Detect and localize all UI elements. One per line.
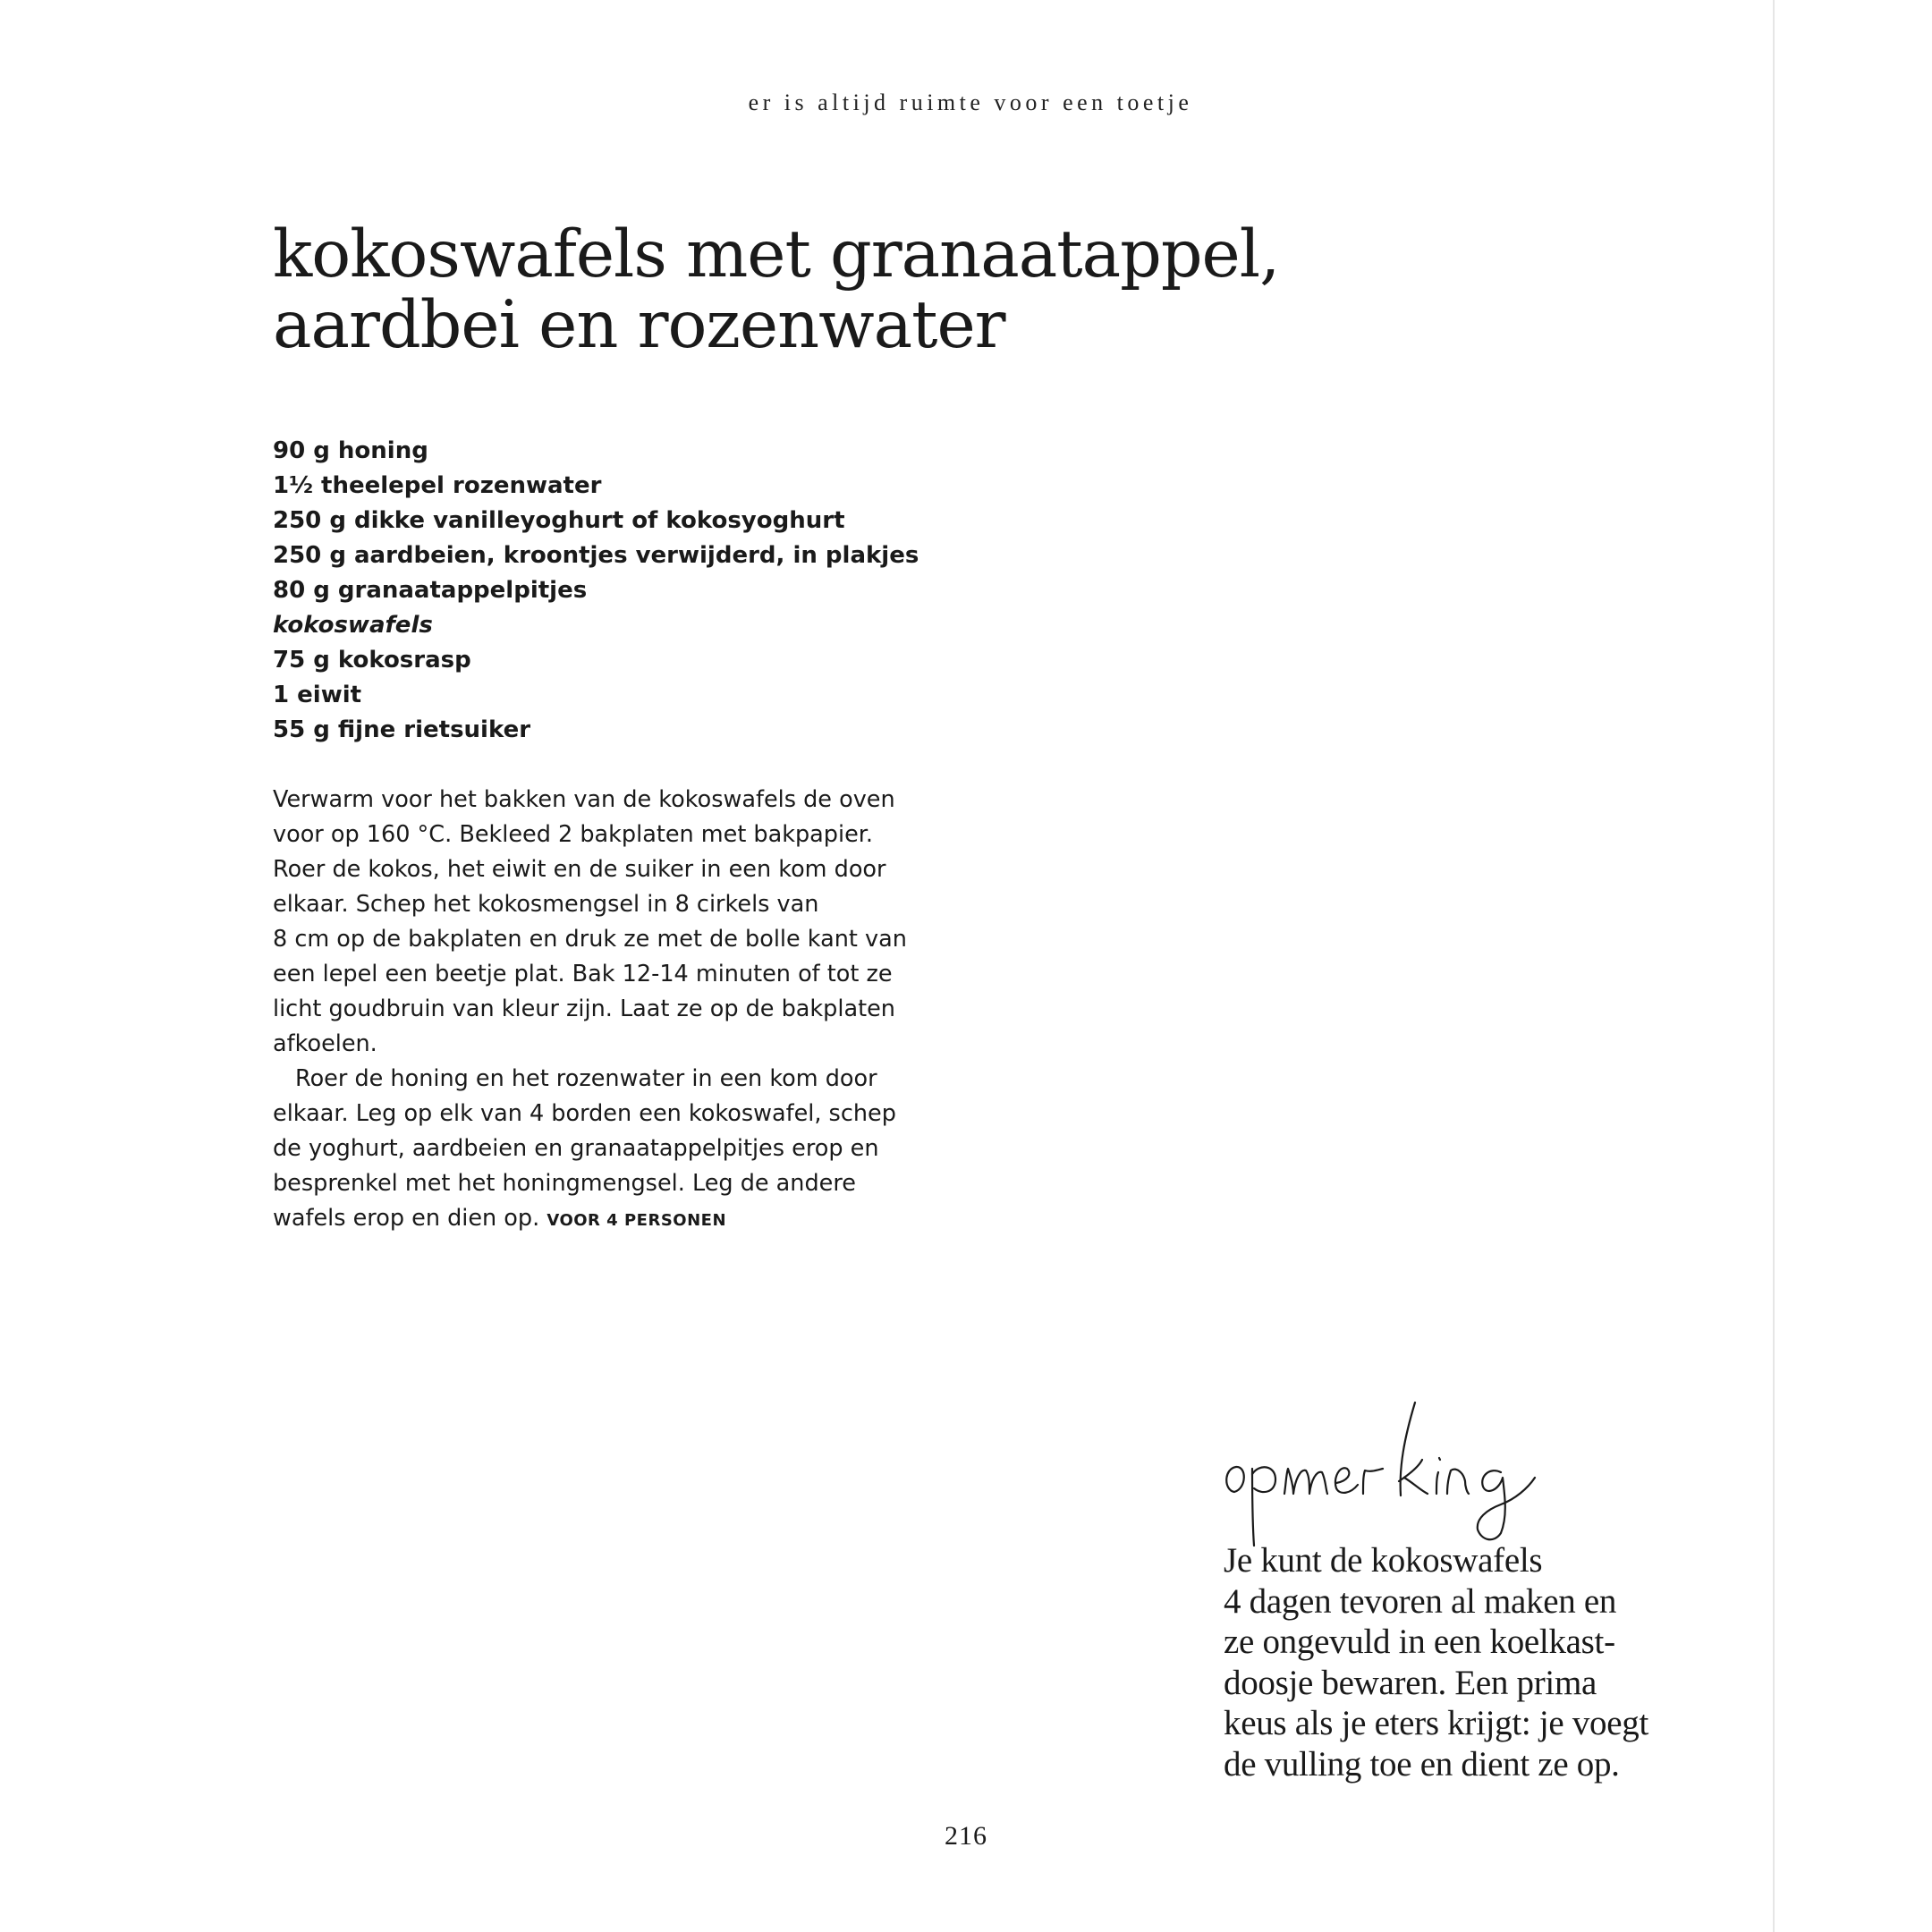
method-line: licht goudbruin van kleur zijn. Laat ze op de bakplaten	[273, 996, 895, 1022]
note-heading	[1216, 1395, 1574, 1547]
note-body	[1224, 1540, 1724, 1785]
ingredient-subheading: kokoswafels	[273, 612, 433, 639]
method-line: Verwarm voor het bakken van de kokoswafels de oven	[273, 786, 895, 813]
method-last-line: wafels erop en dien op.	[273, 1205, 540, 1232]
ingredient-item: 75 g kokosrasp	[273, 647, 471, 674]
page-edge	[1773, 0, 1775, 1932]
method-text	[273, 783, 953, 1238]
ingredient-item: 55 g fijne rietsuiker	[273, 716, 531, 743]
method-paragraph	[273, 1062, 953, 1238]
method-paragraph	[273, 783, 953, 1062]
method-line: afkoelen.	[273, 1030, 377, 1057]
method-line: een lepel een beetje plat. Bak 12-14 minuten of tot ze	[273, 961, 893, 987]
servings-label: VOOR 4 PERSONEN	[547, 1211, 727, 1230]
note-line: doosje bewaren. Een prima	[1224, 1663, 1597, 1702]
ingredient-list	[273, 434, 919, 748]
ingredient-item: 250 g dikke vanilleyoghurt of kokosyoghurt	[273, 507, 845, 534]
method-line: besprenkel met het honingmengsel. Leg de andere	[273, 1170, 856, 1197]
method-line: elkaar. Leg op elk van 4 borden een kokoswafel, schep	[273, 1100, 896, 1127]
ingredient-item: 80 g granaatappelpitjes	[273, 577, 588, 604]
recipe-title-line: kokoswafels met granaatappel,	[273, 216, 1280, 292]
method-line: voor op 160 °C. Bekleed 2 bakplaten met bakpapier.	[273, 821, 874, 848]
note-line: de vulling toe en dient ze op.	[1224, 1744, 1620, 1784]
method-line: 8 cm op de bakplaten en druk ze met de bolle kant van	[273, 926, 907, 953]
ingredient-item: 250 g aardbeien, kroontjes verwijderd, in plakjes	[273, 542, 919, 569]
method-line	[273, 1201, 953, 1238]
ingredient-item: 1½ theelepel rozenwater	[273, 472, 602, 499]
method-line: Roer de honing en het rozenwater in een kom door	[295, 1065, 877, 1092]
note-line: Je kunt de kokoswafels	[1224, 1541, 1543, 1580]
opmerking-script-lettering	[1216, 1395, 1574, 1547]
note-line: 4 dagen tevoren al maken en	[1224, 1581, 1617, 1621]
ingredient-item: 90 g honing	[273, 437, 428, 464]
note-line: keus als je eters krijgt: je voegt	[1224, 1704, 1648, 1743]
ingredient-item: 1 eiwit	[273, 682, 362, 708]
page-number: 216	[945, 1821, 987, 1851]
recipe-title-line: aardbei en rozenwater	[273, 287, 1005, 363]
method-line: elkaar. Schep het kokosmengsel in 8 cirkels van	[273, 891, 819, 918]
note-line: ze ongevuld in een koelkast-	[1224, 1623, 1615, 1662]
running-head: er is altijd ruimte voor een toetje	[748, 89, 1193, 115]
method-line: Roer de kokos, het eiwit en de suiker in een kom door	[273, 856, 886, 883]
method-line: de yoghurt, aardbeien en granaatappelpitjes erop en	[273, 1135, 879, 1162]
recipe-title	[273, 216, 1346, 363]
